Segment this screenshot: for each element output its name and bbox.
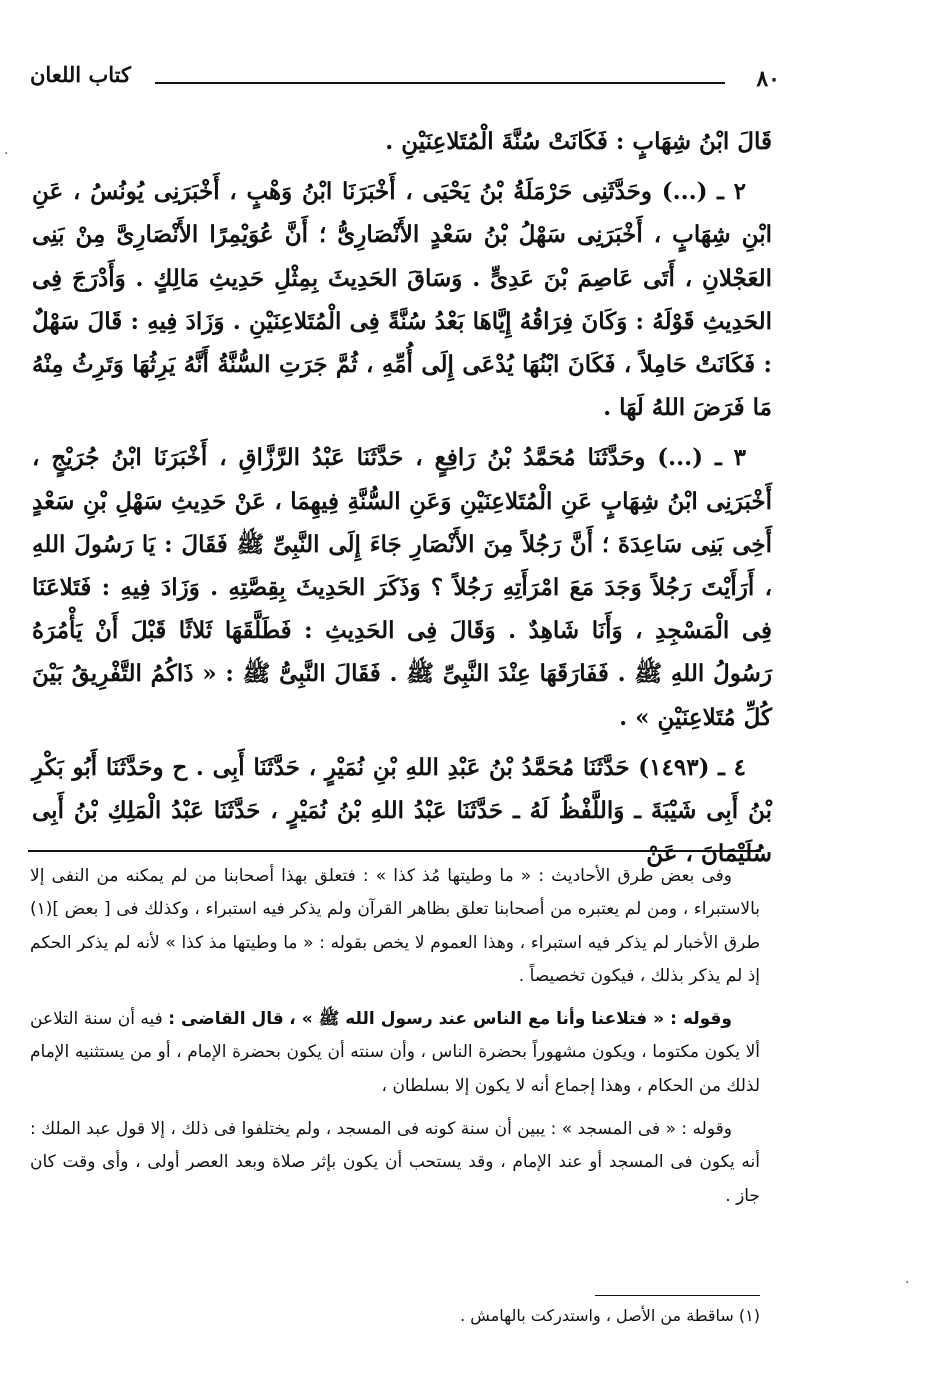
page-header (30, 58, 780, 98)
footnote-divider (595, 1295, 760, 1296)
running-title: كتاب اللعان (30, 62, 131, 87)
commentary-lead: وقوله : « فتلاعنا وأنا مع الناس عند رسول الله ﷺ » ، (289, 1009, 732, 1030)
commentary-paragraph-2 (30, 1003, 760, 1103)
margin-speck: · (4, 146, 9, 162)
footnote: (١) ساقطة من الأصل ، واستدركت بالهامش . (460, 1306, 760, 1325)
commentary-paragraph-3: وقوله : « فى المسجد » : يبين أن سنة كونه فى المسجد ، ولم يختلفوا فى ذلك ، إلا قول عبد الملك : أنه يكون فى المسجد أو عند الإمام ، وقد يستحب أن يكون بإثر صلاة وبعد العصر أولى ، وأى وقت كان جاز . (30, 1119, 760, 1206)
page-number: ٨٠ (756, 66, 780, 92)
header-rule (155, 82, 725, 84)
hadith-4: ٤ ـ (١٤٩٣) حَدَّثَنَا مُحَمَّدُ بْنُ عَبْدِ اللهِ بْنِ نُمَيْرٍ ، حَدَّثَنَا أَبِى . ح وحَدَّثَنَا أَبُو بَكْرِ بْنُ أَبِى شَيْبَةَ ـ وَاللَّفْظُ لَهُ ـ حَدَّثَنَا عَبْدُ اللهِ بْنُ نُمَيْرٍ ، حَدَّثَنَا عَبْدُ الْمَلِكِ بْنُ أَبِى سُلَيْمَانَ ، عَنْ (32, 753, 772, 868)
opening-line: قَالَ ابْنُ شِهَابٍ : فَكَانَتْ سُنَّةَ الْمُتَلاعِنَيْنِ . (385, 128, 772, 155)
margin-speck: · (905, 1275, 910, 1291)
commentary (30, 860, 760, 1213)
commentary-paragraph-1: وفى بعض طرق الأحاديث : « ما وطيتها مُذ كذا » : فتعلق بهذا أصحابنا من لم يمكنه من النفى إلا بالاستبراء ، ومن لم يعتبره من أصحابنا تعلق بظاهر القرآن ولم يذكر فيه استبراء ، وكذلك فى [ بعض ](١) طرق الأخبار لم يذكر فيه استبراء ، وهذا العموم لا يخص بقوله : « ما وطيتها مذ كذا » لأنه لم يذكر الحكم إذ لم يذكر بذلك ، فيكون تخصيصاً . (30, 866, 760, 986)
commentary-divider (28, 850, 761, 852)
commentary-body: فيه أن سنة التلاعن ألا يكون مكتوما ، ويكون مشهوراً بحضرة الناس ، وأن سنته أن يكون بحضرة الإمام ، أو من يستثنيه الإمام لذلك من الحكام ، وهذا إجماع أنه لا يكون إلا بسلطان ، (30, 1009, 760, 1096)
qadi-label: قال القاضى : (168, 1009, 284, 1030)
main-text (32, 120, 772, 875)
hadith-3: ٣ ـ (...) وحَدَّثَنَا مُحَمَّدُ بْنُ رَافِعٍ ، حَدَّثَنَا عَبْدُ الرَّزَّاقِ ، أَخْبَرَنَا ابْنُ جُرَيْجٍ ، أَخْبَرَنِى ابْنُ شِهَابٍ عَنِ الْمُتَلاعِنَيْنِ وَعَنِ السُّنَّةِ فِيهِمَا ، عَنْ حَدِيثِ سَهْلِ بْنِ سَعْدٍ أَخِى بَنِى سَاعِدَةَ ؛ أَنَّ رَجُلاً مِنَ الأَنْصَارِ جَاءَ إِلَى النَّبِىِّ ﷺ فَقَالَ : يَا رَسُولَ اللهِ ، أَرَأَيْتَ رَجُلاً وَجَدَ مَعَ امْرَأَتِهِ رَجُلاً ؟ وَذَكَرَ الحَدِيثَ بِقِصَّتِهِ . وَزَادَ فِيهِ : فَتَلاعَنَا فِى الْمَسْجِدِ ، وَأَنَا شَاهِدٌ . وَقَالَ فِى الحَدِيثِ : فَطَلَّقَهَا ثَلاثًا قَبْلَ أَنْ يَأْمُرَهُ رَسُولُ اللهِ ﷺ . فَفَارَقَهَا عِنْدَ النَّبِىِّ ﷺ . فَقَالَ النَّبِىُّ ﷺ : « ذَاكُمُ التَّفْرِيقُ بَيْنَ كُلِّ مُتَلاعِنَيْنِ » . (32, 444, 772, 731)
hadith-2: ٢ ـ (...) وحَدَّثَنِى حَرْمَلَةُ بْنُ يَحْيَى ، أَخْبَرَنَا ابْنُ وَهْبٍ ، أَخْبَرَنِى يُونُسُ ، عَنِ ابْنِ شِهَابٍ ، أَخْبَرَنِى سَهْلُ بْنُ سَعْدٍ الأَنْصَارِىُّ ؛ أَنَّ عُوَيْمِرًا الأَنْصَارِىَّ مِنْ بَنِى العَجْلانِ ، أَتَى عَاصِمَ بْنَ عَدِىٍّ . وَسَاقَ الحَدِيثَ بِمِثْلِ حَدِيثِ مَالِكٍ . وَأَدْرَجَ فِى الحَدِيثِ قَوْلَهُ : وَكَانَ فِرَاقُهُ إِيَّاهَا بَعْدُ سُنَّةً فِى الْمُتَلاعِنَيْنِ . وَزَادَ فِيهِ : قَالَ سَهْلٌ : فَكَانَتْ حَامِلاً ، فَكَانَ ابْنُهَا يُدْعَى إِلَى أُمِّهِ ، ثُمَّ جَرَتِ السُّنَّةُ أَنَّهُ يَرِثُهَا وَتَرِثُ مِنْهُ مَا فَرَضَ اللهُ لَهَا . (32, 178, 772, 422)
